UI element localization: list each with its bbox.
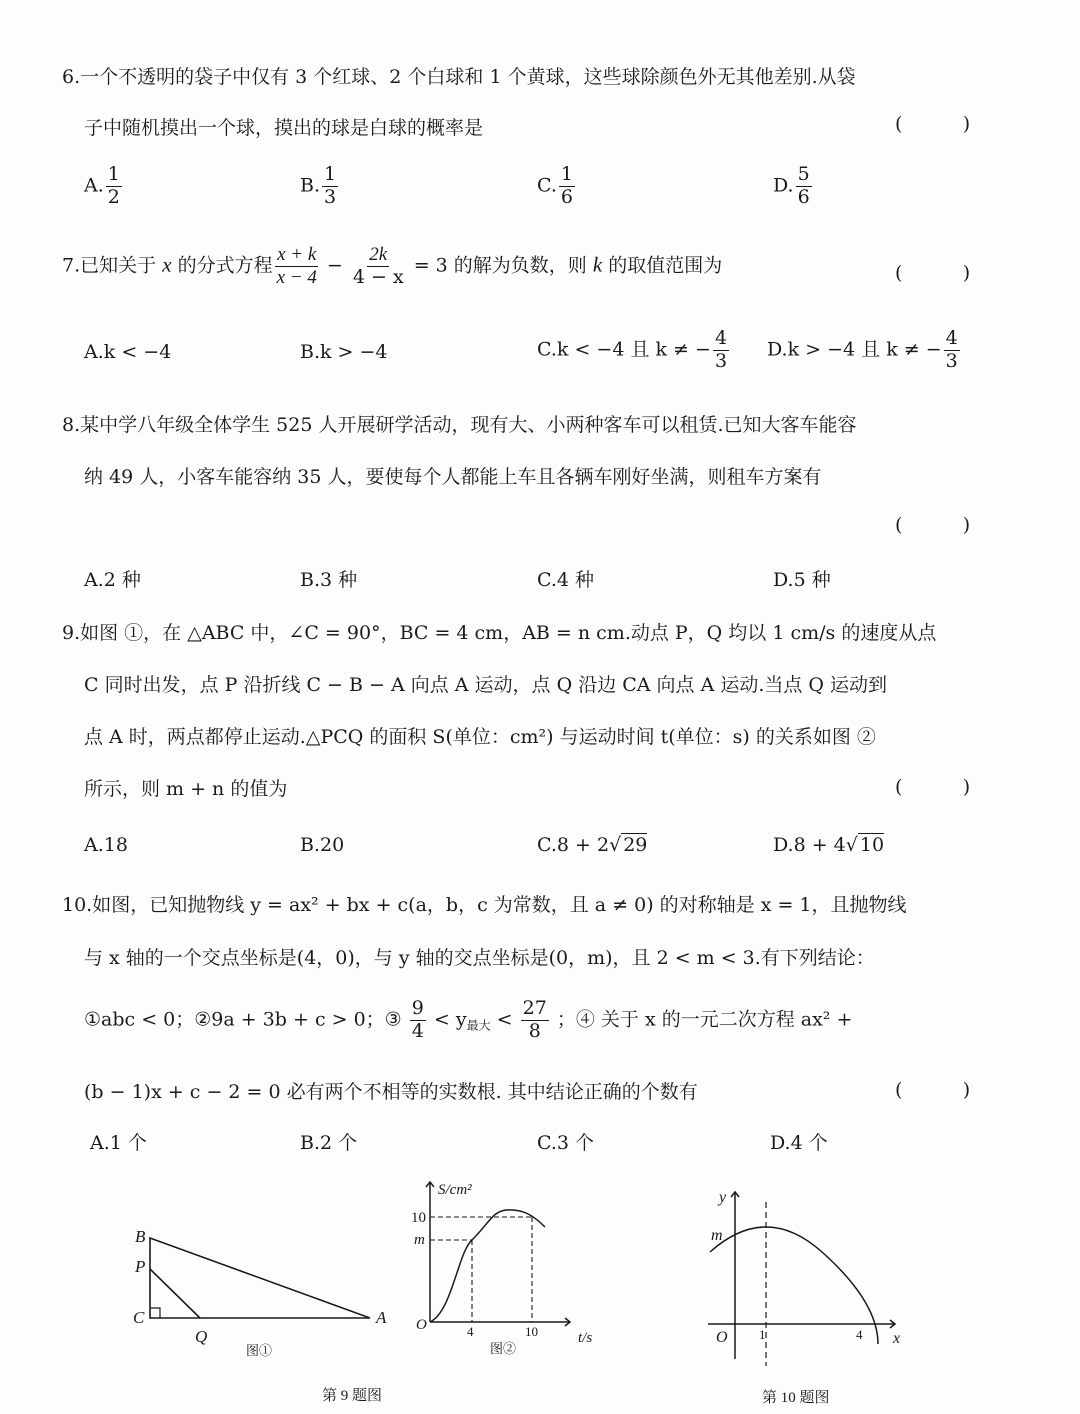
q9-option-b[interactable]: B.20 [300,834,345,856]
q7-tail: = 3 的解为负数，则 [413,254,587,277]
option-label: A. [84,174,104,197]
denominator: 3 [714,349,728,372]
q9-stem-line4: 所示，则 m + n 的值为 [84,778,288,800]
guide-lines [430,1217,532,1322]
radicand: 29 [623,834,648,856]
q7-option-b[interactable]: B.k > −4 [300,341,388,363]
fig9-sub2-caption: 图② [490,1341,517,1356]
denominator: x − 4 [276,266,317,288]
label-b: B [135,1227,146,1246]
ytick-m: m [414,1232,425,1248]
option-text: D.8 + 4 [773,834,846,856]
fraction [796,164,812,209]
y-axis-label: y [719,1189,727,1206]
label-p: P [135,1257,146,1276]
q7-option-a[interactable]: A.k < −4 [84,341,172,363]
denominator: 3 [324,185,337,208]
q9-answer-blank[interactable]: ( ) [895,776,971,798]
option-text: C.8 + 2 [537,834,610,856]
q10-conclusions-d: ；④ 关于 x 的一元二次方程 ax² + [556,1008,853,1031]
label-q: Q [195,1327,208,1346]
numerator: 1 [324,163,337,185]
q7-lead: 7.已知关于 [62,254,157,277]
xtick-10: 10 [525,1324,538,1339]
q10-conclusions-c: < [496,1008,513,1031]
option-label: D. [773,174,794,197]
denominator: 6 [797,185,810,208]
numerator: 27 [522,997,547,1019]
sqrt-sign: √ [609,834,622,856]
origin-label: O [416,1317,427,1333]
xtick-4: 4 [856,1327,863,1342]
q8-stem-line2: 纳 49 人，小客车能容纳 35 人，要使每个人都能上车且各辆车刚好坐满，则租车方案有 [84,466,822,488]
denominator: 4 − x [352,265,404,288]
sqrt-sign: √ [845,834,858,856]
q8-option-a[interactable]: A.2 种 [84,569,141,591]
m-label: m [711,1227,723,1244]
q9-stem-line1: 9.如图 ①，在 △ABC 中，∠C = 90°，BC = 4 cm，AB = n cm.动点 P，Q 均以 1 cm/s 的速度从点 [62,622,937,644]
denominator: 8 [528,1019,541,1042]
fraction [559,164,575,209]
minus-sign: − [326,254,343,277]
fraction [106,164,122,209]
q10-option-d[interactable]: D.4 个 [770,1132,828,1154]
fig9-sub1-caption: 图① [246,1343,273,1358]
q6-stem-line2: 子中随机摸出一个球，摸出的球是白球的概率是 [84,117,484,139]
fig10-graph [708,1192,895,1366]
denominator: 4 [411,1019,424,1042]
var-k: k [592,252,603,277]
numerator: 2k [369,244,388,265]
fig9-graph [426,1182,570,1326]
fraction-27-8 [521,998,549,1043]
ytick-10: 10 [411,1210,426,1226]
fraction-x-plus-k [275,244,319,289]
option-label: B. [300,174,321,197]
q7-end: 的取值范围为 [608,254,723,277]
numerator: 9 [411,997,424,1019]
q6-answer-blank[interactable]: ( ) [895,113,971,135]
q10-conclusions-b: < y [433,1008,467,1031]
q7-option-d[interactable] [767,328,962,373]
segment-pq [150,1269,200,1318]
option-text: C.k < −4 且 k ≠ − [537,338,711,361]
q9-option-c[interactable] [537,834,647,856]
fig9-triangle [150,1238,370,1318]
numerator: 4 [945,327,958,349]
fraction-2k [351,244,406,289]
fraction [322,164,338,209]
q8-answer-blank[interactable]: ( ) [895,514,971,536]
q8-option-c[interactable]: C.4 种 [537,569,595,591]
q6-option-d[interactable] [773,164,814,209]
q9-stem-line2: C 同时出发，点 P 沿折线 C − B − A 向点 A 运动，点 Q 沿边 CA 向点 A 运动.当点 Q 运动到 [84,674,888,696]
var-x: x [162,252,172,277]
q10-stem-line2: 与 x 轴的一个交点坐标是(4，0)，与 y 轴的交点坐标是(0，m)，且 2 < m < 3.有下列结论： [84,947,875,969]
option-text: D.k > −4 且 k ≠ − [767,338,942,361]
q10-stem-line3 [84,998,852,1043]
q7-answer-blank[interactable]: ( ) [895,262,971,284]
q10-answer-blank[interactable]: ( ) [895,1079,971,1101]
q10-option-c[interactable]: C.3 个 [537,1132,595,1154]
fraction [713,328,729,373]
xtick-1: 1 [759,1327,766,1342]
numerator: 1 [107,163,120,185]
q8-stem-line1: 8.某中学八年级全体学生 525 人开展研学活动，现有大、小两种客车可以租赁.已知大客车能容 [62,414,857,436]
s-curve [430,1210,545,1322]
q6-option-b[interactable] [300,164,340,209]
fig10-caption: 第 10 题图 [762,1390,830,1406]
numerator: 4 [714,327,728,349]
figures [0,1154,1080,1414]
q10-option-b[interactable]: B.2 个 [300,1132,358,1154]
numerator: 1 [560,163,573,185]
label-a: A [376,1308,387,1327]
numerator: x + k [277,244,317,265]
right-angle-mark [150,1308,160,1318]
q9-option-a[interactable]: A.18 [84,834,128,856]
label-c: C [133,1308,145,1327]
q9-option-d[interactable] [773,834,884,856]
denominator: 3 [945,349,958,372]
t-axis-label: t/s [578,1330,593,1346]
fraction-9-4 [410,998,426,1043]
xtick-4: 4 [467,1324,474,1339]
q7-option-c[interactable] [537,328,731,373]
option-label: C. [537,174,557,197]
q8-option-b[interactable]: B.3 种 [300,569,358,591]
x-axis-label: x [893,1330,901,1347]
s-axis-label: S/cm² [438,1182,472,1198]
q7-stem [62,244,722,289]
q7-mid: 的分式方程 [177,254,273,277]
q10-stem-line4: (b − 1)x + c − 2 = 0 必有两个不相等的实数根. 其中结论正确的个数有 [84,1081,698,1103]
q10-option-a[interactable]: A.1 个 [90,1132,147,1154]
q6-option-c[interactable] [537,164,577,209]
origin-label: O [716,1329,728,1346]
q9-stem-line3: 点 A 时，两点都停止运动.△PCQ 的面积 S(单位：cm²) 与运动时间 t(单位：s) 的关系如图 ② [84,726,876,748]
subscript-max: 最大 [466,1018,491,1033]
q10-conclusions-a: ①abc < 0；②9a + 3b + c > 0；③ [84,1008,402,1031]
q6-option-a[interactable] [84,164,124,209]
triangle-abc [150,1238,370,1318]
fraction [944,328,960,373]
denominator: 6 [560,185,573,208]
denominator: 2 [107,185,120,208]
q10-stem-line1: 10.如图，已知抛物线 y = ax² + bx + c(a，b，c 为常数，且 a ≠ 0) 的对称轴是 x = 1，且抛物线 [62,894,907,916]
radicand: 10 [859,834,885,856]
fig9-caption: 第 9 题图 [322,1388,383,1404]
q6-stem-line1: 6.一个不透明的袋子中仅有 3 个红球、2 个白球和 1 个黄球，这些球除颜色外无其他差别.从袋 [62,66,856,88]
q8-option-d[interactable]: D.5 种 [773,569,831,591]
numerator: 5 [797,163,810,185]
